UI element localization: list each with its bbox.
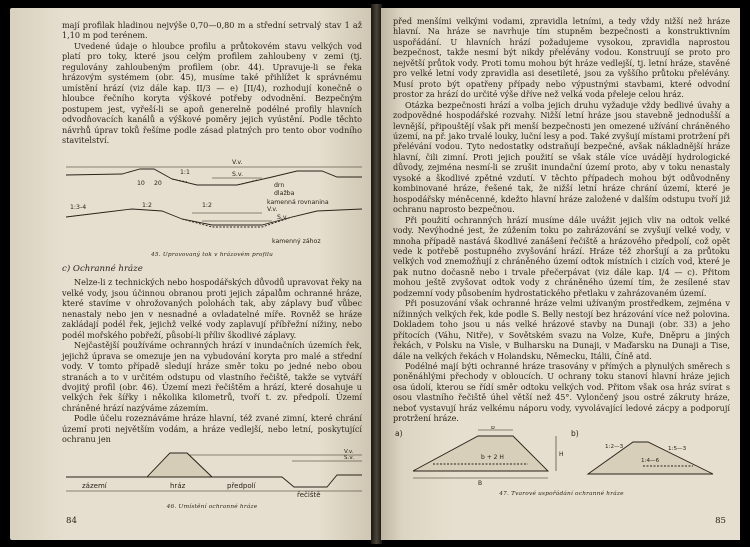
figure-label: S.v. — [277, 214, 289, 222]
figure-label: V.v. — [232, 159, 243, 167]
levee-placement-diagram — [62, 447, 362, 499]
paragraph: mají profilak hladinou nejvýše 0,70—0,80 m a střední setrvalý stav 1 až 1,10 m pod terénem. — [62, 20, 362, 41]
paragraph: Podle účelu rozeznáváme hráze hlavní, též zvané zimní, které chrání území proti největším vodám, a hráze vedlejší, nebo letní, poskytující ochranu jen — [62, 413, 362, 445]
figure-label: S.v. — [232, 171, 244, 179]
figure-label: b + 2 H — [481, 453, 504, 461]
figure-label: a) — [395, 428, 403, 438]
left-page — [10, 8, 372, 540]
figure-label: řečiště — [297, 490, 321, 499]
paragraph: Uvedené údaje o hloubce profilu a průtokovém stavu velkých vod platí pro toky, které jsou celým profilem zahloubeny v zemi (tj. regulovány zahloubeným profilem (obr. 44). Upravuje-li se řeka hrázovým systémem (obr. 45), musíme také přihlížet k správnému umístění hrází (viz dále kap. II/3 — e) [II/4), rozhodují konečně o hloubce řečního koryta výškové potřeby odvodnění. Bezpečným postupem jest, vyřeší-li se apoň generelně podélné profily hlavních odvodňovacích kanálů a výškové poměry jejich vyústění. Podle těchto návrhů úprav toků řešíme podle zásad platných pro tento obor vodního stavitelství. — [62, 40, 362, 145]
figure-label: zázemí — [82, 481, 107, 490]
paragraph: před menšími velkými vodami, zpravidla letními, a tedy vždy nižší než hráze hlavní. Na hráze se navrhuje tím stupněm bezpečnosti a konstruktivním uspořádání. U hlavních hrází požadujeme vysokou, zpravidla naprostou bezpečnost, takže nesmí být nikdy přelévány vodou. Konstruují se proto pro největší průtok vody. Proti tomu mohou být hráze vedlejší, tj. letní hráze, stavěné pro velké letní vody zpravidla asi desetileté, jsou za vyššího průtoku přelévány. Musí proto být opatřeny případy nebo výpustnými stavbami, které odvodní prostor za hrází do určité výše dříve než velká voda přeleje celou hráz. — [393, 16, 730, 100]
figure-label: 1:4—6 — [641, 457, 660, 464]
page-number: 85 — [715, 516, 726, 526]
figure-label: B — [478, 479, 483, 486]
page-number: 84 — [66, 516, 77, 526]
figure-label: 1:2 — [202, 202, 212, 210]
figure-label: S.v. — [344, 454, 354, 461]
figure-label: předpolí — [227, 481, 256, 490]
figure-label: kamenná rovnanina — [267, 199, 329, 207]
figure-label: 20 — [154, 180, 162, 188]
paragraph: Podélné mají býti ochranné hráze trasovány v přímých a plynulých směrech s poněnáhlými přechody v obloucích. U ochrany toku stanoví hlavní hráze jejich osa údolí, kterou se řídí směr odtoku velkých vod. Přitom však osa hráz svírat s osou vlastního řečiště úhel větší než 45°. Vylončený jsou ostré zákruty hráze, neboť vystavují hráz velkému náporu vody, vyvolávající ledové zácpy a podporují protržení hráze. — [393, 360, 730, 424]
levee-cross-section-diagram — [393, 426, 728, 486]
paragraph: Při posuzování však ochranné hráze velmi užívaným prostředkem, zejména v nížinných velkých řek, kde podle S. Belly nestojí bez hrázování více než polovina. Dokladem toho jsou u nás velké hrázové stavby na Dunaji (obr. 33) a jeho přítocích (Váhu, Nitře), v Sovětském svazu na Volze, Kuře, Dněpru a jiných řekách, v Polsku na Visle, v Bulharsku na Dunaji, v Maďarsku na Dunaji a Tise, dále na velkých řekách v Holandsku, Německu, Itálii, Číně atd. — [393, 298, 730, 361]
right-page — [381, 8, 740, 540]
figure-label: V.v. — [267, 206, 278, 214]
figure-label: kamenný zához — [272, 238, 321, 246]
figure-label: drn — [274, 182, 285, 190]
figure-label: V.v. — [344, 448, 354, 455]
figure-46 — [62, 447, 362, 510]
paragraph: Nelze-li z technických nebo hospodářských důvodů upravovat řeky na velké vody, jsou účinnou obranou proti jejich zápalům ochranné hráze, které stavíme v ohrožovaných polohách tak, aby záplavy buď vůbec nenastaly nebo jen v nesnadné a ovladatelné míře. Rovněž se hráze zakládají podél řek, jejichž velké vody zaplavují příbřežní nížiny, nebo podél mořského pobřeží, působí-li příliv škodlivé záplavy. — [62, 277, 362, 340]
figure-label: H — [559, 450, 564, 458]
figure-caption: 45. Upravovaný tok v hrázovém profilu — [150, 252, 274, 259]
figure-label: 1:3-4 — [70, 204, 87, 212]
figure-label: 1:2 — [142, 202, 152, 210]
figure-47 — [393, 426, 730, 497]
figure-45 — [62, 147, 362, 258]
paragraph: Nejčastější používáme ochranných hrází v inundačních územích řek, jejichž úprava se omezuje jen na vybudování koryta pro malé a střední vody. V tomto případě sledují hráze směr toku po jedné nebo obou stranách a to v určitém odstupu od vlastního řečiště, takže se vytváří dvojitý profil (obr. 46). Území mezi řečištěm a hrází, které dosahuje u velkých řek šířky i několika kilometrů, tvoří t. zv. předpolí. Území chráněné hrází nazýváme zázemím. — [62, 340, 362, 413]
figure-label: b — [491, 425, 495, 431]
figure-caption: 47. Tvarové uspořádání ochranné hráze — [499, 490, 624, 497]
figure-label: 1:1 — [180, 169, 190, 177]
river-levee-profile-diagram — [62, 147, 362, 247]
figure-label: 1:5—3 — [668, 445, 687, 452]
paragraph: Otázka bezpečnosti hrází a volba jejich druhu vyžaduje vždy bedlivé úvahy a zodpovědné hospodářské rozvahy. Nižší letní hráze jsou stavebně jednodušší a levnější, připouštějí však při menší bezpečnosti jen omezené užívání chráněného území, na př. jako trvalé louky, luční lesy a pod. Také zvyšují místami protržení při přelévání vodou. Tyto nedostatky odstraňují bezpečné, avšak nákladnější hráze hlavní, čili zimní. Proti jejich použití se však stále více uvádějí hydrologické důvody, zejména nesmí-li se zrušit inundační území proto, aby v toku nenastaly vysoké a škodlivé zpětné vzdutí. V těchto případech mohou být odůvodněny kombinované hráze, řešené tak, že nižší letní hráze chrání území, které je hospodářsky méněcenné, kdežto hlavní hráze založené v dalším odstupu tvoří již ochranu naprosto bezpečnou. — [393, 99, 730, 215]
figure-label: b) — [571, 428, 579, 438]
figure-label: 10 — [137, 180, 145, 188]
figure-label: 1:2—3 — [605, 443, 624, 450]
figure-caption: 46. Umístění ochranné hráze — [166, 503, 258, 510]
paragraph: Při použití ochranných hrází musíme dále uvážit jejich vliv na odtok velké vody. Nevýhodné jest, že zúžením toku po zahrázování se zvyšují velké vody, v mnoha případě nastává škodlivé zanášení řečiště a hrázového předpolí, což opět vede k potřebě postupného zvyšování hrází. Hráze též zhoršují a za průtoku velkých vod znemožňují z chráněného území odtok místních i cizích vod, které je pak nutno dočasně nebo i trvale přečerpávat (viz dále kap. I/4 — c). Přitom mohou ještě zvyšovat odtok vody z chráněného území tím, že zesílené stav podzemní vody působením hydrostatického přetlaku v zahrázovaném území. — [393, 214, 730, 298]
figure-label: dlažba — [274, 190, 295, 198]
section-heading: c) Ochranné hráze — [62, 264, 143, 275]
figure-label: hráz — [170, 481, 186, 490]
